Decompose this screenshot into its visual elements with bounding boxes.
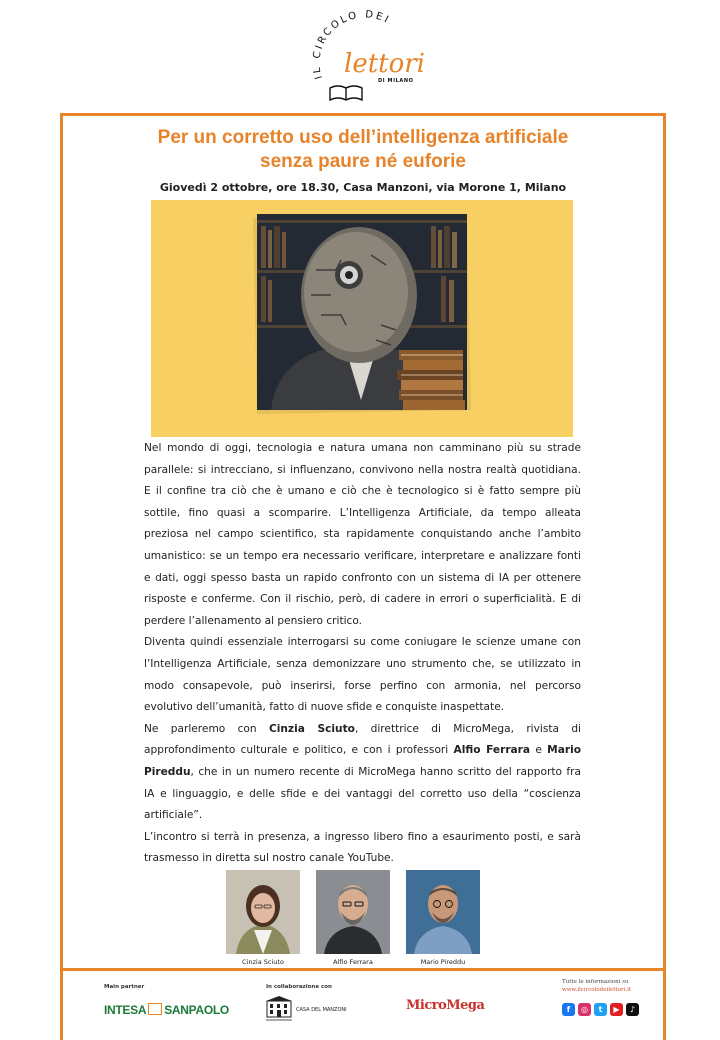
youtube-icon[interactable]: ▶ <box>610 1003 623 1016</box>
event-title-line2: senza paure né euforie <box>260 151 466 172</box>
event-details: Giovedì 2 ottobre, ore 18.30, Casa Manzoni, via Morone 1, Milano <box>159 181 567 194</box>
event-description <box>144 438 581 870</box>
logo-city-text: DI MILANO <box>378 78 414 84</box>
speaker-name: Mario Pireddu <box>420 958 466 966</box>
logo-main-text: lettori <box>344 49 425 79</box>
casa-manzoni-logo-icon <box>264 995 294 1023</box>
text-segment: e <box>530 744 548 757</box>
event-title <box>60 126 666 174</box>
intesa-mark-icon <box>148 1003 162 1015</box>
sanpaolo-text: SANPAOLO <box>164 1003 229 1017</box>
speaker-photo <box>316 870 390 954</box>
info-text <box>562 978 631 994</box>
text-segment: , direttrice di MicroMega, rivista di approfondimento culturale e politico, e con i professori <box>144 722 581 757</box>
description-paragraph-1: Nel mondo di oggi, tecnologia e natura umana non camminano più su strade parallele: si intrecciano, si influenzano, convivono nella nostra realtà quotidiana. E il confine tra ciò che è umano e ciò che è tecnologico si è fatto sempre più sottile, fino quasi a scomparire. L’Intelligenza Artificiale, da tempo alleata preziosa nel campo scientifico, sta rapidamente conquistando anche l’ambito umanistico: se un tempo era necessario verificare, interpretare e analizzare fonti e dati, oggi spesso basta un rapido confronto con un sistema di IA per ottenere risposte e conferme. Con il rischio, però, di cadere in errori o superficialità. E di perdere l’allenamento al pensiero critico. <box>144 442 581 627</box>
speaker-name: Cinzia Sciuto <box>242 958 284 966</box>
instagram-icon[interactable]: ◎ <box>578 1003 591 1016</box>
twitter-icon[interactable]: t <box>594 1003 607 1016</box>
description-paragraph-3 <box>144 719 581 827</box>
micromega-logo: MicroMega <box>406 998 485 1013</box>
speaker-name-highlight: Cinzia Sciuto <box>268 722 355 735</box>
speaker-name-highlight: Alfio Ferrara <box>453 744 531 757</box>
speaker-photo <box>226 870 300 954</box>
hero-image <box>151 200 573 437</box>
facebook-icon[interactable]: f <box>562 1003 575 1016</box>
text-segment: , che in un numero recente di MicroMega hanno scritto del rapporto fra IA e linguaggio, e delle sfide e dei vantaggi del corretto uso della “coscienza artificiale”. <box>144 765 581 822</box>
book-icon <box>330 86 362 100</box>
website-link[interactable]: www.ilcircolodeilettori.it <box>562 987 632 993</box>
intesa-text: INTESA <box>104 1003 147 1017</box>
speaker-name: Alfio Ferrara <box>333 958 373 966</box>
speaker-mario-pireddu <box>406 870 480 966</box>
description-paragraph-2: Diventa quindi essenziale interrogarsi su come coniugare le scienze umane con l’Intelligenza Artificiale, senza demonizzare uno strumento che, se utilizzato in modo consapevole, può inserirsi, forse perfino con armonia, nel percorso evolutivo dell’umanità, fatto di nuove sfide e conquiste inaspettate. <box>144 636 581 714</box>
event-title-line1: Per un corretto uso dell’intelligenza artificiale <box>157 127 569 148</box>
speaker-cinzia-sciuto <box>226 870 300 966</box>
social-links <box>562 1003 639 1017</box>
footer-divider <box>60 968 666 971</box>
tiktok-icon[interactable]: ♪ <box>626 1003 639 1016</box>
info-label: Tutte le informazioni su <box>562 979 629 985</box>
main-partner-label: Main partner <box>104 984 145 990</box>
logo-arc-text: IL CIRCOLO DEI <box>311 9 393 81</box>
text-segment: Ne parleremo con <box>144 722 269 735</box>
speaker-name-highlight: Mario Pireddu <box>144 744 581 778</box>
collaboration-label: In collaborazione con <box>266 984 332 990</box>
speaker-alfio-ferrara <box>316 870 390 966</box>
intesa-sanpaolo-logo <box>104 1003 229 1017</box>
speaker-photo <box>406 870 480 954</box>
casa-manzoni-label: CASA DEL MANZONI <box>296 1007 347 1013</box>
description-paragraph-4: L’incontro si terrà in presenza, a ingresso libero fino a esaurimento posti, e sarà trasmesso in diretta sul nostro canale YouTube. <box>144 830 581 865</box>
circolo-lettori-logo <box>300 8 430 108</box>
